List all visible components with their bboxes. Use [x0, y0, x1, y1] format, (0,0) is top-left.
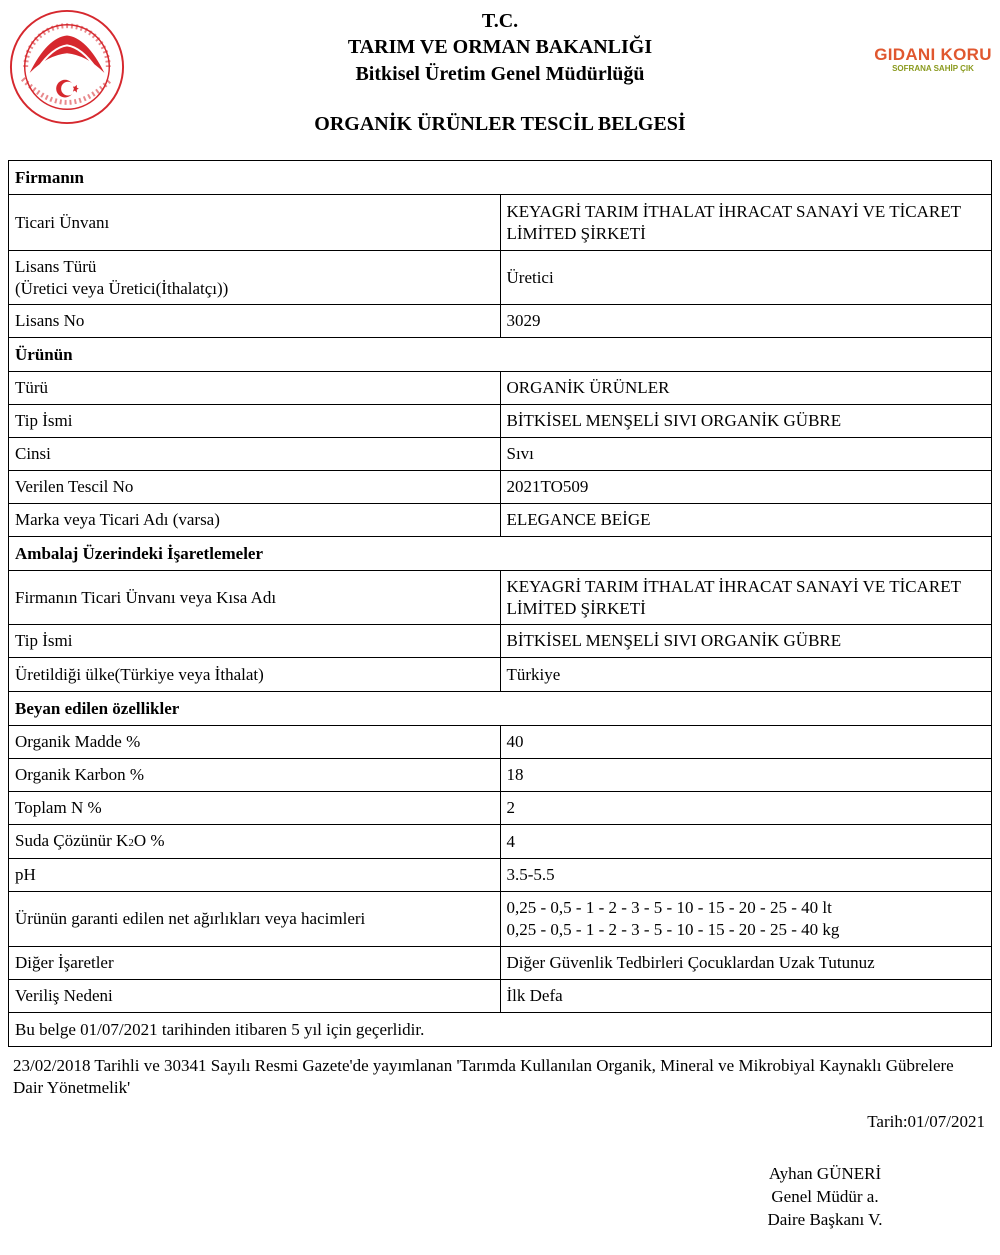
section-header-packaging: Ambalaj Üzerindeki İşaretlemeler — [9, 537, 992, 571]
row-label: Veriliş Nedeni — [9, 980, 501, 1013]
table-row — [9, 471, 992, 504]
row-label: Toplam N % — [9, 792, 501, 825]
row-label-line1: Lisans Türü — [15, 256, 97, 276]
row-value: Sıvı — [500, 438, 992, 471]
section-header-properties: Beyan edilen özellikler — [9, 692, 992, 726]
row-value: 40 — [500, 726, 992, 759]
row-label: Verilen Tescil No — [9, 471, 501, 504]
row-value: ORGANİK ÜRÜNLER — [500, 372, 992, 405]
signatory-title-2: Daire Başkanı V. — [767, 1210, 883, 1229]
validity-row — [9, 1013, 992, 1047]
row-label: Tip İsmi — [9, 405, 501, 438]
table-row — [9, 980, 992, 1013]
row-label: Tip İsmi — [9, 625, 501, 658]
row-value: KEYAGRİ TARIM İTHALAT İHRACAT SANAYİ VE TİCARET LİMİTED ŞİRKETİ — [500, 195, 992, 251]
subscript-2: 2 — [128, 836, 134, 849]
row-value: KEYAGRİ TARIM İTHALAT İHRACAT SANAYİ VE TİCARET LİMİTED ŞİRKETİ — [500, 571, 992, 625]
section-header-product: Ürünün — [9, 338, 992, 372]
table-row — [9, 658, 992, 692]
row-label: Lisans No — [9, 305, 501, 338]
table-row — [9, 195, 992, 251]
row-value: İlk Defa — [500, 980, 992, 1013]
table-row — [9, 892, 992, 947]
row-value: 2 — [500, 792, 992, 825]
table-row — [9, 726, 992, 759]
row-value: Üretici — [500, 251, 992, 305]
table-row — [9, 504, 992, 537]
row-label: pH — [9, 859, 501, 892]
row-value: BİTKİSEL MENŞELİ SIVI ORGANİK GÜBRE — [500, 405, 992, 438]
row-value: Türkiye — [500, 658, 992, 692]
row-value-line2: 0,25 - 0,5 - 1 - 2 - 3 - 5 - 10 - 15 - 20 - 25 - 40 kg — [506, 920, 840, 939]
row-value-line1: 0,25 - 0,5 - 1 - 2 - 3 - 5 - 10 - 15 - 20 - 25 - 40 lt — [506, 898, 832, 917]
row-label: Türü — [9, 372, 501, 405]
row-value: 3.5-5.5 — [500, 859, 992, 892]
row-label: Diğer İşaretler — [9, 947, 501, 980]
table-row — [9, 438, 992, 471]
row-value: Diğer Güvenlik Tedbirleri Çocuklardan Uzak Tutunuz — [500, 947, 992, 980]
table-row — [9, 372, 992, 405]
signatory-name: Ayhan GÜNERİ — [768, 1164, 882, 1183]
document-date: Tarih:01/07/2021 — [867, 1112, 985, 1131]
row-label: Üretildiği ülke(Türkiye veya İthalat) — [9, 658, 501, 692]
row-label: Organik Madde % — [9, 726, 501, 759]
table-row — [9, 571, 992, 625]
header-ministry: TARIM VE ORMAN BAKANLIĞI — [347, 36, 653, 58]
table-row — [9, 825, 992, 859]
table-row — [9, 759, 992, 792]
row-label — [9, 251, 501, 305]
regulation-note: 23/02/2018 Tarihli ve 30341 Sayılı Resmi Gazete'de yayımlanan 'Tarımda Kullanılan Organik, Mineral ve Mikrobiyal Kaynaklı Gübrelere Dair Yönetmelik' — [13, 1056, 954, 1097]
logo-main-text: GIDANI KORU — [874, 45, 992, 64]
row-label: Ticari Ünvanı — [9, 195, 501, 251]
row-value: 3029 — [500, 305, 992, 338]
row-label: Organik Karbon % — [9, 759, 501, 792]
header-directorate: Bitkisel Üretim Genel Müdürlüğü — [355, 63, 645, 85]
signatory-title-1: Genel Müdür a. — [771, 1187, 879, 1206]
header-line-tc: T.C. — [481, 10, 519, 32]
certificate-table — [8, 160, 992, 1047]
row-label: Cinsi — [9, 438, 501, 471]
document-title: ORGANİK ÜRÜNLER TESCİL BELGESİ — [314, 113, 686, 135]
row-value — [500, 892, 992, 947]
table-row — [9, 792, 992, 825]
signature-block — [740, 1162, 910, 1231]
table-row — [9, 859, 992, 892]
row-label: Firmanın Ticari Ünvanı veya Kısa Adı — [9, 571, 501, 625]
table-row — [9, 625, 992, 658]
logo-sub-text: SOFRANA SAHİP ÇIK — [892, 64, 974, 73]
table-row — [9, 251, 992, 305]
row-label-line2: (Üretici veya Üretici(İthalatçı)) — [15, 278, 229, 298]
row-label: Suda Çözünür K2O % — [9, 825, 501, 859]
row-label: Ürünün garanti edilen net ağırlıkları veya hacimleri — [9, 892, 501, 947]
table-row — [9, 305, 992, 338]
table-row — [9, 947, 992, 980]
row-value: 4 — [500, 825, 992, 859]
row-value: ELEGANCE BEİGE — [500, 504, 992, 537]
row-value: 18 — [500, 759, 992, 792]
validity-text: Bu belge 01/07/2021 tarihinden itibaren 5 yıl için geçerlidir. — [9, 1013, 992, 1047]
row-value: BİTKİSEL MENŞELİ SIVI ORGANİK GÜBRE — [500, 625, 992, 658]
table-row — [9, 405, 992, 438]
row-value: 2021TO509 — [500, 471, 992, 504]
section-header-firm: Firmanın — [9, 161, 992, 195]
row-label: Marka veya Ticari Adı (varsa) — [9, 504, 501, 537]
